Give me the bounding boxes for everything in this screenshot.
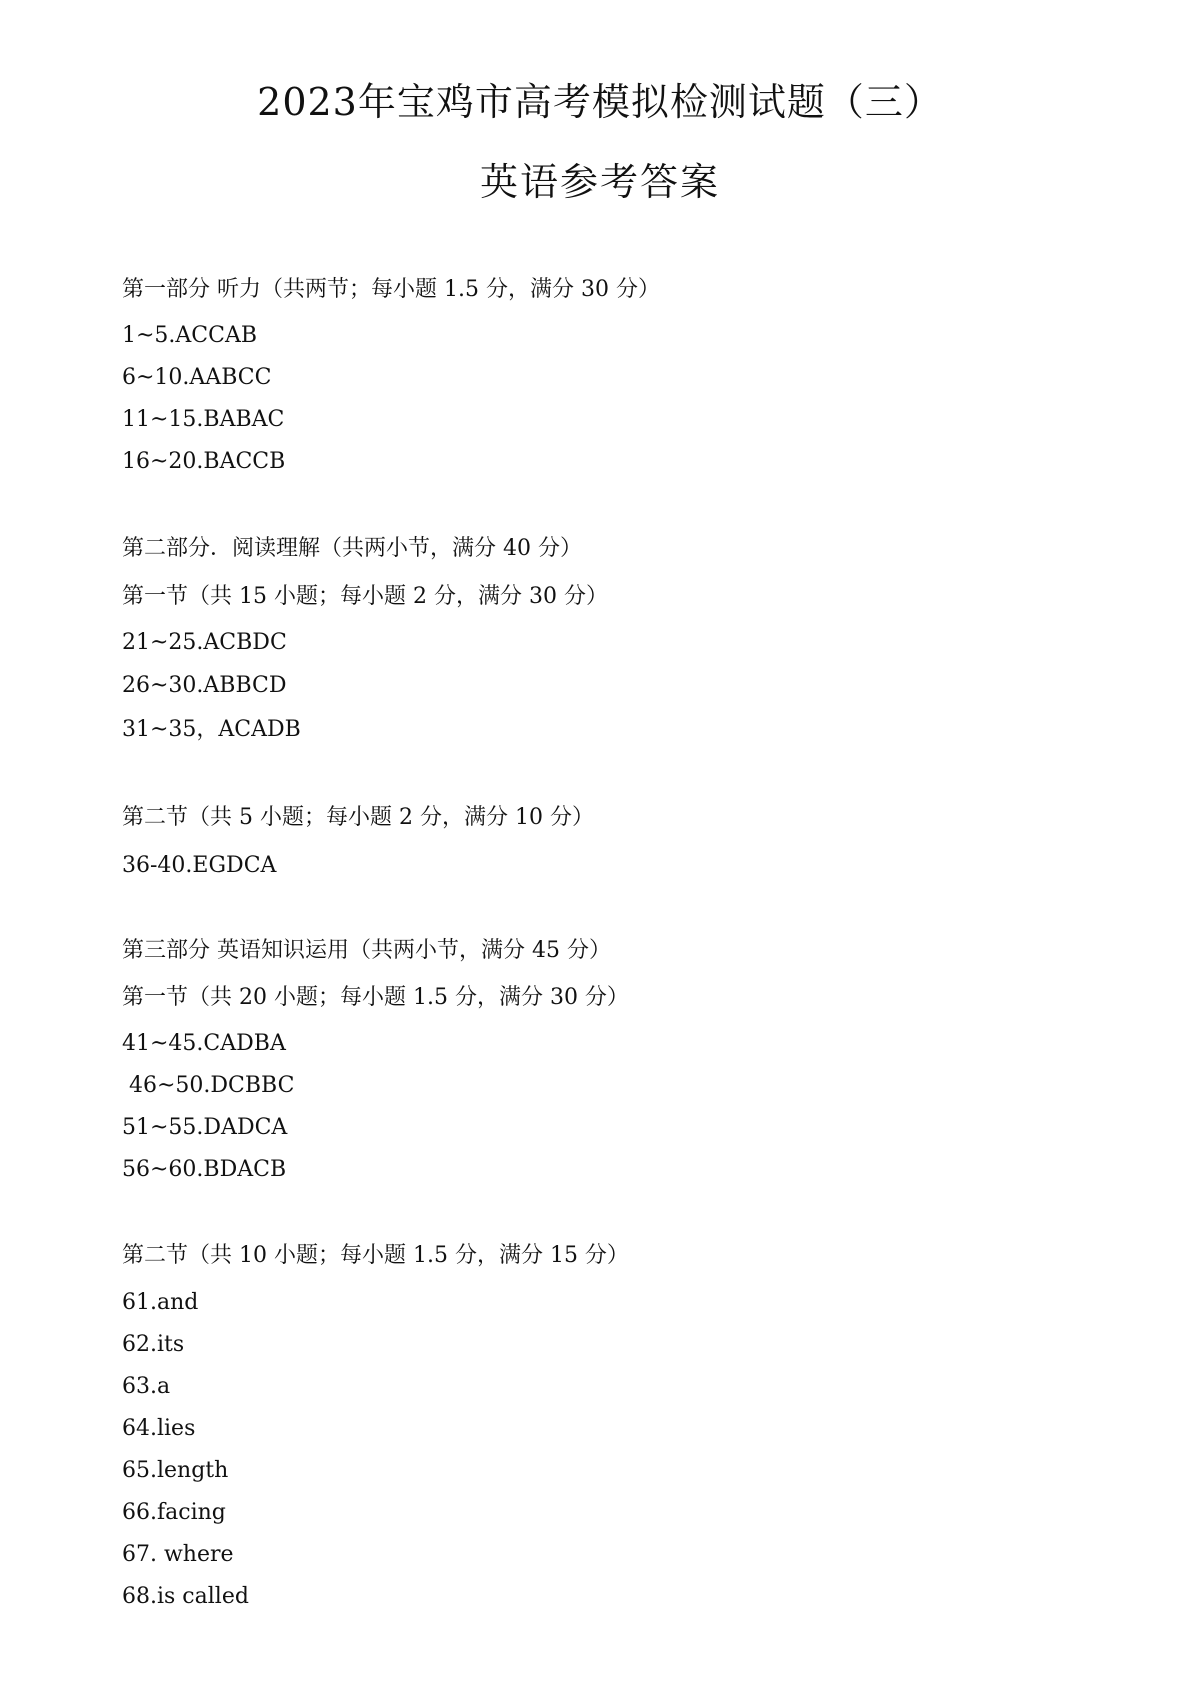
answer-line: 36-40.EGDCA [122,853,277,878]
answer-line: 26~30.ABBCD [122,673,287,698]
answer-line: 16~20.BACCB [122,449,286,474]
answer-line: 46~50.DCBBC [122,1073,295,1098]
part3-section2-heading: 第二节（共 10 小题；每小题 1.5 分，满分 15 分） [122,1243,629,1268]
answer-line: 66.facing [122,1500,226,1525]
answer-line: 31~35，ACADB [122,717,301,742]
answer-line: 65.length [122,1458,229,1483]
answer-line: 41~45.CADBA [122,1031,286,1056]
answer-line: 21~25.ACBDC [122,630,287,655]
part3-heading: 第三部分 英语知识运用（共两小节，满分 45 分） [122,938,611,963]
answer-line: 68.is called [122,1584,249,1609]
answer-line: 64.lies [122,1416,196,1441]
answer-line: 62.its [122,1332,185,1357]
answer-line: 67. where [122,1542,234,1567]
part2-section2-heading: 第二节（共 5 小题；每小题 2 分，满分 10 分） [122,805,594,830]
answer-line: 11~15.BABAC [122,407,285,432]
document-title: 2023年宝鸡市高考模拟检测试题（三） [257,80,943,124]
answer-line: 61.and [122,1290,199,1315]
answer-line: 6~10.AABCC [122,365,272,390]
answer-line: 51~55.DADCA [122,1115,288,1140]
answer-line: 63.a [122,1374,171,1399]
document-subtitle: 英语参考答案 [479,160,720,204]
part1-heading: 第一部分 听力（共两节；每小题 1.5 分，满分 30 分） [122,277,660,302]
part2-section1-heading: 第一节（共 15 小题；每小题 2 分，满分 30 分） [122,584,608,609]
part3-section1-heading: 第一节（共 20 小题；每小题 1.5 分，满分 30 分） [122,985,629,1010]
part2-heading: 第二部分．阅读理解（共两小节，满分 40 分） [122,536,582,561]
answer-line: 1~5.ACCAB [122,323,258,348]
answer-line: 56~60.BDACB [122,1157,287,1182]
